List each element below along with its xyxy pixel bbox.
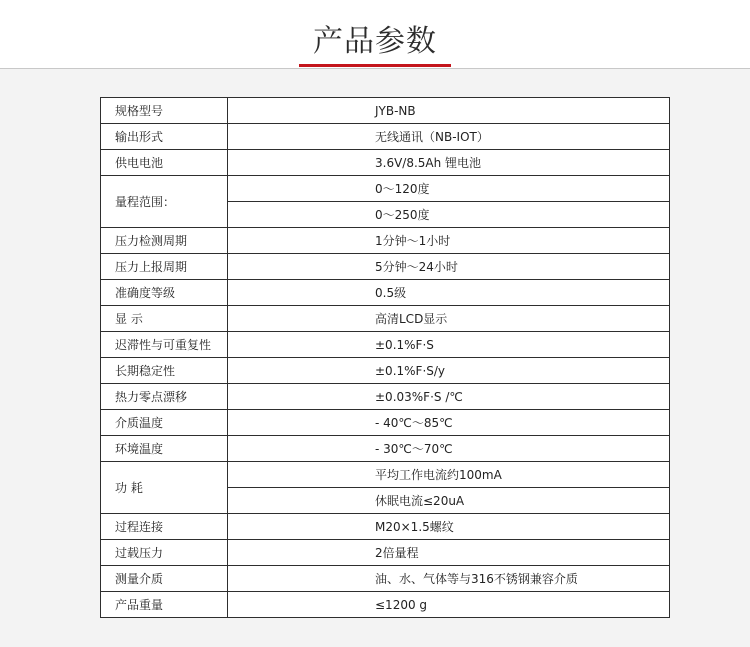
spec-label: 输出形式 [101,124,228,150]
table-row [101,228,670,254]
table-row [101,306,670,332]
spec-value: 油、水、气体等与316不锈钢兼容介质 [228,566,670,592]
spec-value: 无线通讯（NB-IOT） [228,124,670,150]
spec-label: 过程连接 [101,514,228,540]
spec-value: 0～250度 [228,202,670,228]
spec-label: 过载压力 [101,540,228,566]
table-row [101,384,670,410]
table-row [101,98,670,124]
spec-value: JYB-NB [228,98,670,124]
spec-value: 0～120度 [228,176,670,202]
spec-label: 测量介质 [101,566,228,592]
spec-value: 1分钟～1小时 [228,228,670,254]
table-row [101,332,670,358]
spec-value: 2倍量程 [228,540,670,566]
spec-value: - 40℃～85℃ [228,410,670,436]
table-row [101,280,670,306]
table-row [101,254,670,280]
spec-value: 休眠电流≤20uA [228,488,670,514]
spec-label: 介质温度 [101,410,228,436]
spec-label: 产品重量 [101,592,228,618]
spec-label: 压力上报周期 [101,254,228,280]
spec-value: 3.6V/8.5Ah 锂电池 [228,150,670,176]
spec-value: - 30℃～70℃ [228,436,670,462]
spec-value: ±0.1%F·S/y [228,358,670,384]
spec-value: ≤1200 g [228,592,670,618]
table-row [101,176,670,202]
spec-value: 0.5级 [228,280,670,306]
title-underline [299,64,451,67]
spec-label: 功 耗 [101,462,228,514]
spec-label: 环境温度 [101,436,228,462]
spec-label: 规格型号 [101,98,228,124]
spec-value: M20×1.5螺纹 [228,514,670,540]
spec-label: 长期稳定性 [101,358,228,384]
spec-label: 迟滞性与可重复性 [101,332,228,358]
spec-value: ±0.03%F·S /℃ [228,384,670,410]
table-row [101,410,670,436]
table-row [101,540,670,566]
page-title: 产品参数 [313,24,437,59]
spec-value: 平均工作电流约100mA [228,462,670,488]
table-row [101,358,670,384]
spec-label: 量程范围： [101,176,228,228]
table-row [101,514,670,540]
spec-label: 供电电池 [101,150,228,176]
section-header [0,0,750,69]
spec-table-body [101,98,670,618]
spec-table [100,97,670,618]
spec-label: 热力零点漂移 [101,384,228,410]
table-row [101,124,670,150]
spec-value: ±0.1%F·S [228,332,670,358]
table-row [101,566,670,592]
table-row [101,592,670,618]
spec-value: 5分钟～24小时 [228,254,670,280]
spec-label: 准确度等级 [101,280,228,306]
table-row [101,462,670,488]
spec-value: 高清LCD显示 [228,306,670,332]
spec-panel [0,69,750,647]
spec-label: 显 示 [101,306,228,332]
table-row [101,150,670,176]
spec-label: 压力检测周期 [101,228,228,254]
table-row [101,436,670,462]
